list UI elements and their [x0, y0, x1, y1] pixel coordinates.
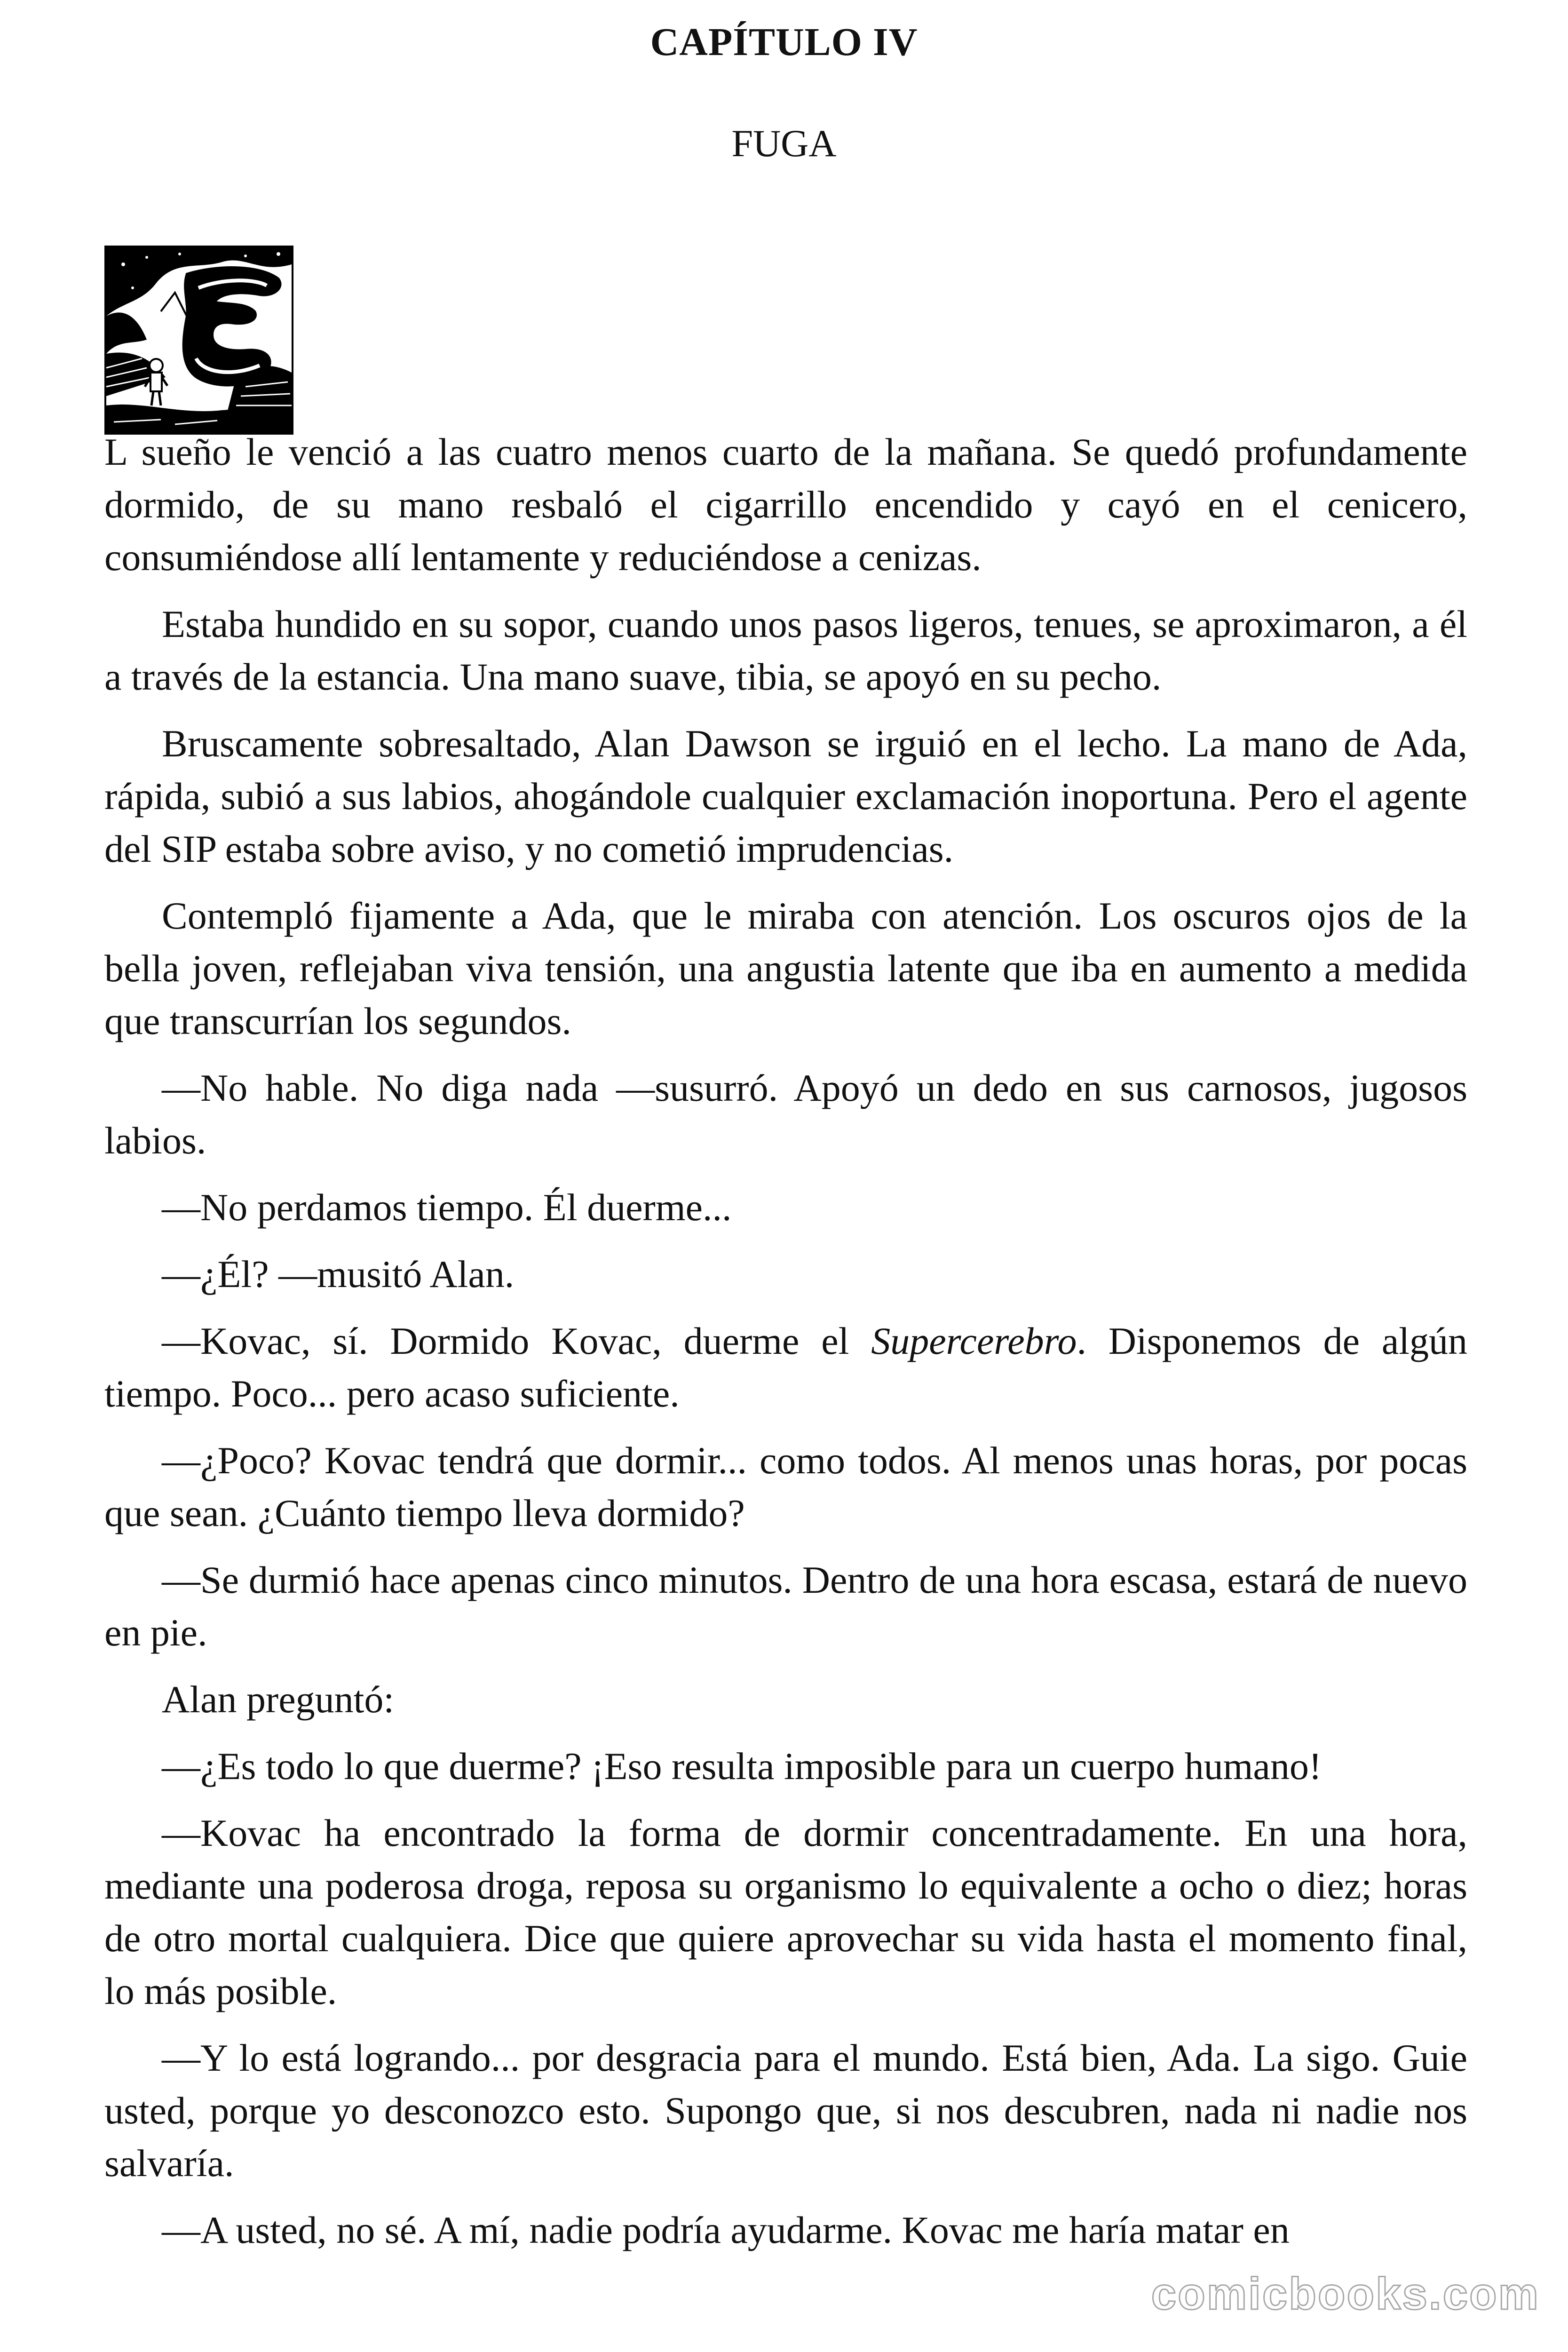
body-text	[104, 426, 1467, 2271]
paragraph-text: —Kovac, sí. Dormido Kovac, duerme el	[162, 1319, 871, 1362]
paragraph-text: —Y lo está logrando... por desgracia para el mundo. Está bien, Ada. La sigo. Guie usted, porque yo desconozco esto. Supongo que, si nos descubren, nada ni nadie nos salvaría.	[104, 2036, 1467, 2185]
paragraph	[104, 1315, 1467, 1420]
paragraph	[104, 717, 1467, 875]
paragraph-text: —No perdamos tiempo. Él duerme...	[162, 1186, 732, 1229]
paragraph	[104, 2032, 1467, 2190]
paragraph-text: L sueño le venció a las cuatro menos cuarto de la mañana. Se quedó profundamente dormido, de su mano resbaló el cigarrillo encendido y cayó en el cenicero, consumiéndose allí lentamente y reduciéndose a cenizas.	[104, 430, 1467, 579]
dropcap-illustration-icon	[104, 246, 293, 435]
dropcap-art	[104, 246, 293, 435]
paragraph-text: —No hable. No diga nada —susurró. Apoyó un dedo en sus carnosos, jugosos labios.	[104, 1066, 1467, 1162]
paragraph-text: —Kovac ha encontrado la forma de dormir concentradamente. En una hora, mediante una poderosa droga, reposa su organismo lo equivalente a ocho o diez; horas de otro mortal cualquiera. Dice que quiere aprovechar su vida hasta el momento final, lo más posible.	[104, 1812, 1467, 2012]
paragraph-text: —A usted, no sé. A mí, nadie podría ayudarme. Kovac me haría matar en	[162, 2209, 1290, 2251]
paragraph-text: . Disponemos de algún tiempo. Poco... pero acaso suficiente.	[104, 1319, 1468, 1415]
paragraph-text: —¿Poco? Kovac tendrá que dormir... como todos. Al menos unas horas, por pocas que sean. ¿Cuánto tiempo lleva dormido?	[104, 1439, 1467, 1534]
paragraph	[104, 426, 1467, 584]
paragraph	[104, 1673, 1467, 1726]
watermark-text: comicbooks.com	[1151, 2269, 1540, 2319]
paragraph-text: Alan preguntó:	[162, 1678, 395, 1721]
paragraph	[104, 1554, 1467, 1659]
paragraph	[104, 1807, 1467, 2018]
italic-text: Supercerebro	[871, 1319, 1077, 1362]
paragraph	[104, 2204, 1467, 2257]
paragraph	[104, 1181, 1467, 1234]
chapter-subtitle: FUGA	[731, 122, 837, 165]
paragraph-text: —¿Él? —musitó Alan.	[162, 1253, 515, 1295]
paragraph	[104, 1062, 1467, 1167]
paragraph-text: Estaba hundido en su sopor, cuando unos pasos ligeros, tenues, se aproximaron, a él a través de la estancia. Una mano suave, tibia, se apoyó en su pecho.	[104, 603, 1467, 698]
paragraph-text: Bruscamente sobresaltado, Alan Dawson se irguió en el lecho. La mano de Ada, rápida, subió a sus labios, ahogándole cualquier exclamación inoportuna. Pero el agente del SIP estaba sobre aviso, y no cometió imprudencias.	[104, 722, 1467, 870]
paragraph	[104, 598, 1467, 703]
paragraph-text: —Se durmió hace apenas cinco minutos. Dentro de una hora escasa, estará de nuevo en pie.	[104, 1558, 1467, 1654]
paragraph-text: Contempló fijamente a Ada, que le miraba con atención. Los oscuros ojos de la bella joven, reflejaban viva tensión, una angustia latente que iba en aumento a medida que transcurrían los segundos.	[104, 894, 1467, 1042]
paragraph	[104, 890, 1467, 1048]
chapter-title: CAPÍTULO IV	[650, 20, 918, 64]
paragraph	[104, 1740, 1467, 1793]
paragraph	[104, 1434, 1467, 1540]
paragraph	[104, 1248, 1467, 1301]
paragraph-text: —¿Es todo lo que duerme? ¡Eso resulta imposible para un cuerpo humano!	[162, 1745, 1322, 1788]
